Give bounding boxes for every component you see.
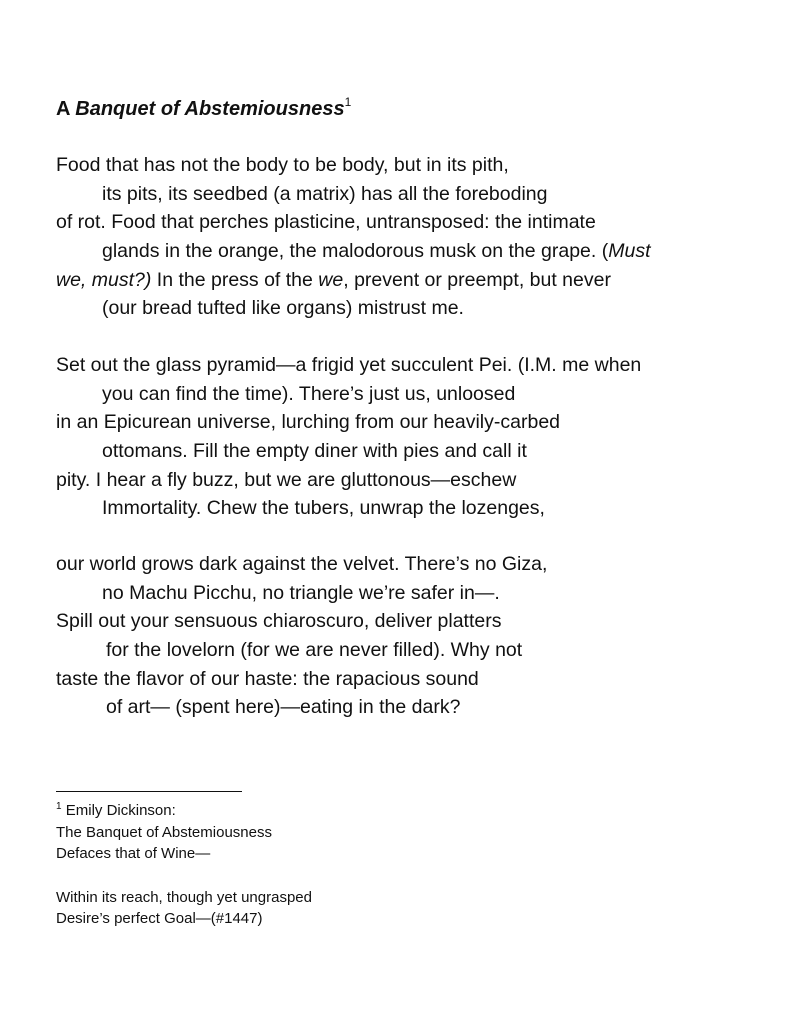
poem-line: pity. I hear a fly buzz, but we are gluttonous—eschew bbox=[56, 468, 517, 491]
title-italic: Banquet of Abstemiousness bbox=[75, 98, 345, 120]
footnote-line: Within its reach, though yet ungrasped bbox=[56, 888, 312, 906]
footnote-line: The Banquet of Abstemiousness bbox=[56, 823, 272, 841]
poem-line-italic: Must bbox=[608, 240, 651, 263]
footnote-mark: 1 bbox=[56, 801, 62, 812]
poem-line: (our bread tufted like organs) mistrust me. bbox=[102, 297, 464, 320]
poem-line-italic: we, must?) bbox=[56, 268, 152, 291]
poem-line: of art— (spent here)—eating in the dark? bbox=[106, 696, 461, 719]
poem-line: taste the flavor of our haste: the rapacious sound bbox=[56, 667, 479, 690]
poem-line: Spill out your sensuous chiaroscuro, deliver platters bbox=[56, 610, 502, 633]
title-prefix: A bbox=[56, 98, 76, 120]
poem-line: our world grows dark against the velvet. There’s no Giza, bbox=[56, 553, 548, 575]
poem-line: in an Epicurean universe, lurching from our heavily-carbed bbox=[56, 411, 561, 434]
poem-line bbox=[56, 266, 756, 295]
stanza-3 bbox=[56, 550, 756, 722]
footnote-text: Emily Dickinson: bbox=[65, 802, 176, 819]
poem-line: you can find the time). There’s just us, unloosed bbox=[102, 382, 516, 405]
footnote bbox=[56, 800, 556, 930]
poem-line: its pits, its seedbed (a matrix) has all the foreboding bbox=[102, 182, 548, 205]
poem-line: Set out the glass pyramid—a frigid yet succulent Pei. (I.M. me when bbox=[56, 354, 642, 376]
footnote-line bbox=[56, 800, 556, 822]
footnote-gap bbox=[56, 865, 556, 887]
footnote-line: Desire’s perfect Goal—(#1447) bbox=[56, 910, 263, 928]
poem-line: Immortality. Chew the tubers, unwrap the lozenges, bbox=[102, 497, 545, 520]
stanza-2 bbox=[56, 351, 756, 523]
poem-line-text: , prevent or preempt, but never bbox=[343, 268, 611, 291]
poem-line bbox=[56, 237, 756, 266]
poem-line-text: In the press of the bbox=[151, 268, 319, 291]
footnote-divider bbox=[56, 791, 242, 792]
title-footnote-mark: 1 bbox=[344, 95, 352, 109]
stanza-1 bbox=[56, 151, 756, 323]
footnote-line: Defaces that of Wine— bbox=[56, 845, 211, 863]
poem-line-italic: we bbox=[318, 268, 344, 291]
poem-line-text: glands in the orange, the malodorous musk on the grape. ( bbox=[102, 240, 609, 263]
poem-line: Food that has not the body to be body, but in its pith, bbox=[56, 154, 509, 176]
poem-line: for the lovelorn (for we are never filled). Why not bbox=[106, 639, 523, 662]
poem-line: of rot. Food that perches plasticine, untransposed: the intimate bbox=[56, 211, 596, 234]
poem-title bbox=[56, 96, 351, 122]
poem-line: no Machu Picchu, no triangle we’re safer in—. bbox=[102, 581, 500, 604]
poem-line: ottomans. Fill the empty diner with pies and call it bbox=[102, 440, 527, 463]
